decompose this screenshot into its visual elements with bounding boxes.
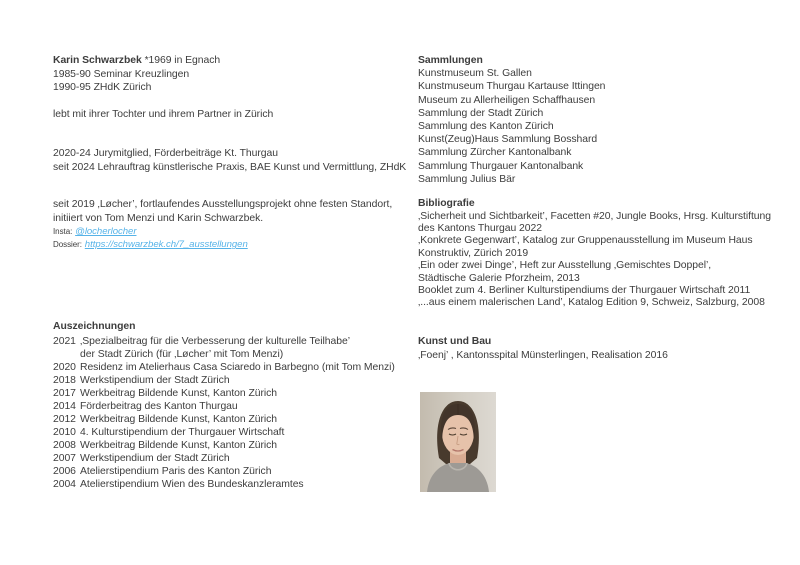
- award-year: 2014: [53, 400, 76, 412]
- award-row: [53, 361, 395, 374]
- award-year: 2010: [53, 426, 76, 438]
- name-line: [53, 54, 273, 68]
- award-text: Werkstipendium der Stadt Zürich: [80, 374, 230, 386]
- collection-item: Museum zu Allerheiligen Schaffhausen: [418, 94, 596, 106]
- bibliography-line: Konstruktiv, Zürich 2019: [418, 247, 529, 259]
- award-row: [53, 400, 395, 413]
- collection-item: Kunstmuseum St. Gallen: [418, 68, 532, 80]
- dossier-line: [53, 238, 392, 251]
- award-row: [53, 465, 395, 478]
- collection-item: Kunst(Zeug)Haus Sammlung Bosshard: [418, 134, 598, 146]
- award-year: 2006: [53, 465, 76, 477]
- portrait-photo-image: [420, 392, 496, 492]
- bibliography-line: des Kantons Thurgau 2022: [418, 222, 542, 234]
- award-text: Residenz im Atelierhaus Casa Sciaredo in Barbegno (mit Tom Menzi): [80, 361, 395, 373]
- residence-line: lebt mit ihrer Tochter und ihrem Partner in Zürich: [53, 109, 274, 120]
- award-text: ‚Spezialbeitrag für die Verbesserung der kulturelle Teilhabe’: [80, 335, 350, 347]
- award-row: [53, 387, 395, 400]
- award-text: Förderbeitrag des Kanton Thurgau: [80, 400, 238, 412]
- award-text: Werkbeitrag Bildende Kunst, Kanton Zürich: [80, 387, 278, 399]
- award-row: [53, 374, 395, 387]
- portrait-photo: [420, 392, 496, 492]
- role-line: seit 2024 Lehrauftrag künstlerische Praxis, BAE Kunst und Vermittlung, ZHdK: [53, 161, 407, 173]
- kunst-und-bau-section: [418, 335, 668, 362]
- award-text: Werkbeitrag Bildende Kunst, Kanton Zürich: [80, 413, 278, 425]
- bibliography-line: ‚Sicherheit und Sichtbarkeit’, Facetten #20, Jungle Books, Hrsg. Kulturstiftung: [418, 210, 771, 222]
- role-line: 2020-24 Jurymitglied, Förderbeiträge Kt. Thurgau: [53, 148, 278, 159]
- bibliography-section: [418, 197, 771, 310]
- collection-item: Sammlung des Kanton Zürich: [418, 121, 554, 133]
- award-year: 2017: [53, 387, 76, 399]
- award-year: 2008: [53, 439, 76, 451]
- bibliography-line: Booklet zum 4. Berliner Kulturstipendiums der Thurgauer Wirtschaft 2011: [418, 284, 751, 296]
- award-row: [53, 413, 395, 426]
- dossier-link[interactable]: https://schwarzbek.ch/7_ausstellungen: [84, 239, 248, 251]
- award-year: 2018: [53, 374, 76, 386]
- award-year: 2021: [53, 335, 76, 347]
- award-year: 2020: [53, 361, 76, 373]
- award-text: 4. Kulturstipendium der Thurgauer Wirtschaft: [80, 426, 285, 438]
- award-text: Atelierstipendium Paris des Kanton Zürich: [80, 465, 272, 477]
- award-text: Atelierstipendium Wien des Bundeskanzleramtes: [80, 478, 304, 490]
- dossier-label: Dossier:: [53, 240, 82, 250]
- award-row: [53, 452, 395, 465]
- collection-item: Sammlung der Stadt Zürich: [418, 107, 544, 119]
- birth-info: *1969 in Egnach: [144, 55, 221, 66]
- kunst-und-bau-title: Kunst und Bau: [418, 336, 492, 347]
- project-section: [53, 198, 392, 251]
- award-text: Werkbeitrag Bildende Kunst, Kanton Zürich: [80, 439, 278, 451]
- insta-label: Insta:: [53, 227, 73, 236]
- bibliography-line: Städtische Galerie Pforzheim, 2013: [418, 272, 580, 284]
- bio-section: [53, 54, 273, 122]
- project-line: initiiert von Tom Menzi und Karin Schwarzbek.: [53, 212, 264, 224]
- collection-item: Kunstmuseum Thurgau Kartause Ittingen: [418, 81, 606, 93]
- bibliography-line: ‚...aus einem malerischen Land’, Katalog Edition 9, Schweiz, Salzburg, 2008: [418, 297, 765, 309]
- collection-item: Sammlung Zürcher Kantonalbank: [418, 147, 572, 159]
- bibliography-line: ‚Konkrete Gegenwart’, Katalog zur Gruppenausstellung im Museum Haus: [418, 235, 753, 247]
- insta-line: [53, 225, 392, 238]
- award-row: [53, 478, 395, 491]
- award-year: 2004: [53, 478, 76, 490]
- insta-link[interactable]: @locherlocher: [75, 226, 137, 237]
- roles-section: [53, 147, 406, 174]
- education-line: 1990-95 ZHdK Zürich: [53, 82, 152, 93]
- artist-name: Karin Schwarzbek: [53, 55, 142, 66]
- education-line: 1985-90 Seminar Kreuzlingen: [53, 68, 190, 80]
- award-year: 2007: [53, 452, 76, 464]
- collections-section: [418, 54, 605, 186]
- award-text: Werkstipendium der Stadt Zürich: [80, 452, 230, 464]
- award-row: [53, 439, 395, 452]
- awards-title: Auszeichnungen: [53, 321, 136, 332]
- award-year: 2012: [53, 413, 76, 425]
- bibliography-line: ‚Ein oder zwei Dinge’, Heft zur Ausstellung ‚Gemischtes Doppel’,: [418, 260, 712, 272]
- awards-section: [53, 320, 395, 491]
- project-line: seit 2019 ‚Løcher’, fortlaufendes Ausstellungsprojekt ohne festen Standort,: [53, 199, 393, 210]
- award-text: der Stadt Zürich (für ‚Løcher’ mit Tom Menzi): [80, 348, 284, 360]
- award-year: [53, 348, 80, 361]
- collection-item: Sammlung Julius Bär: [418, 173, 516, 185]
- award-row: [53, 335, 395, 348]
- kunst-und-bau-line: ‚Foenj’ , Kantonsspital Münsterlingen, Realisation 2016: [418, 349, 668, 361]
- collection-item: Sammlung Thurgauer Kantonalbank: [418, 160, 584, 172]
- collections-title: Sammlungen: [418, 55, 483, 66]
- award-row: [53, 426, 395, 439]
- award-row: [53, 348, 395, 361]
- bibliography-title: Bibliografie: [418, 198, 475, 209]
